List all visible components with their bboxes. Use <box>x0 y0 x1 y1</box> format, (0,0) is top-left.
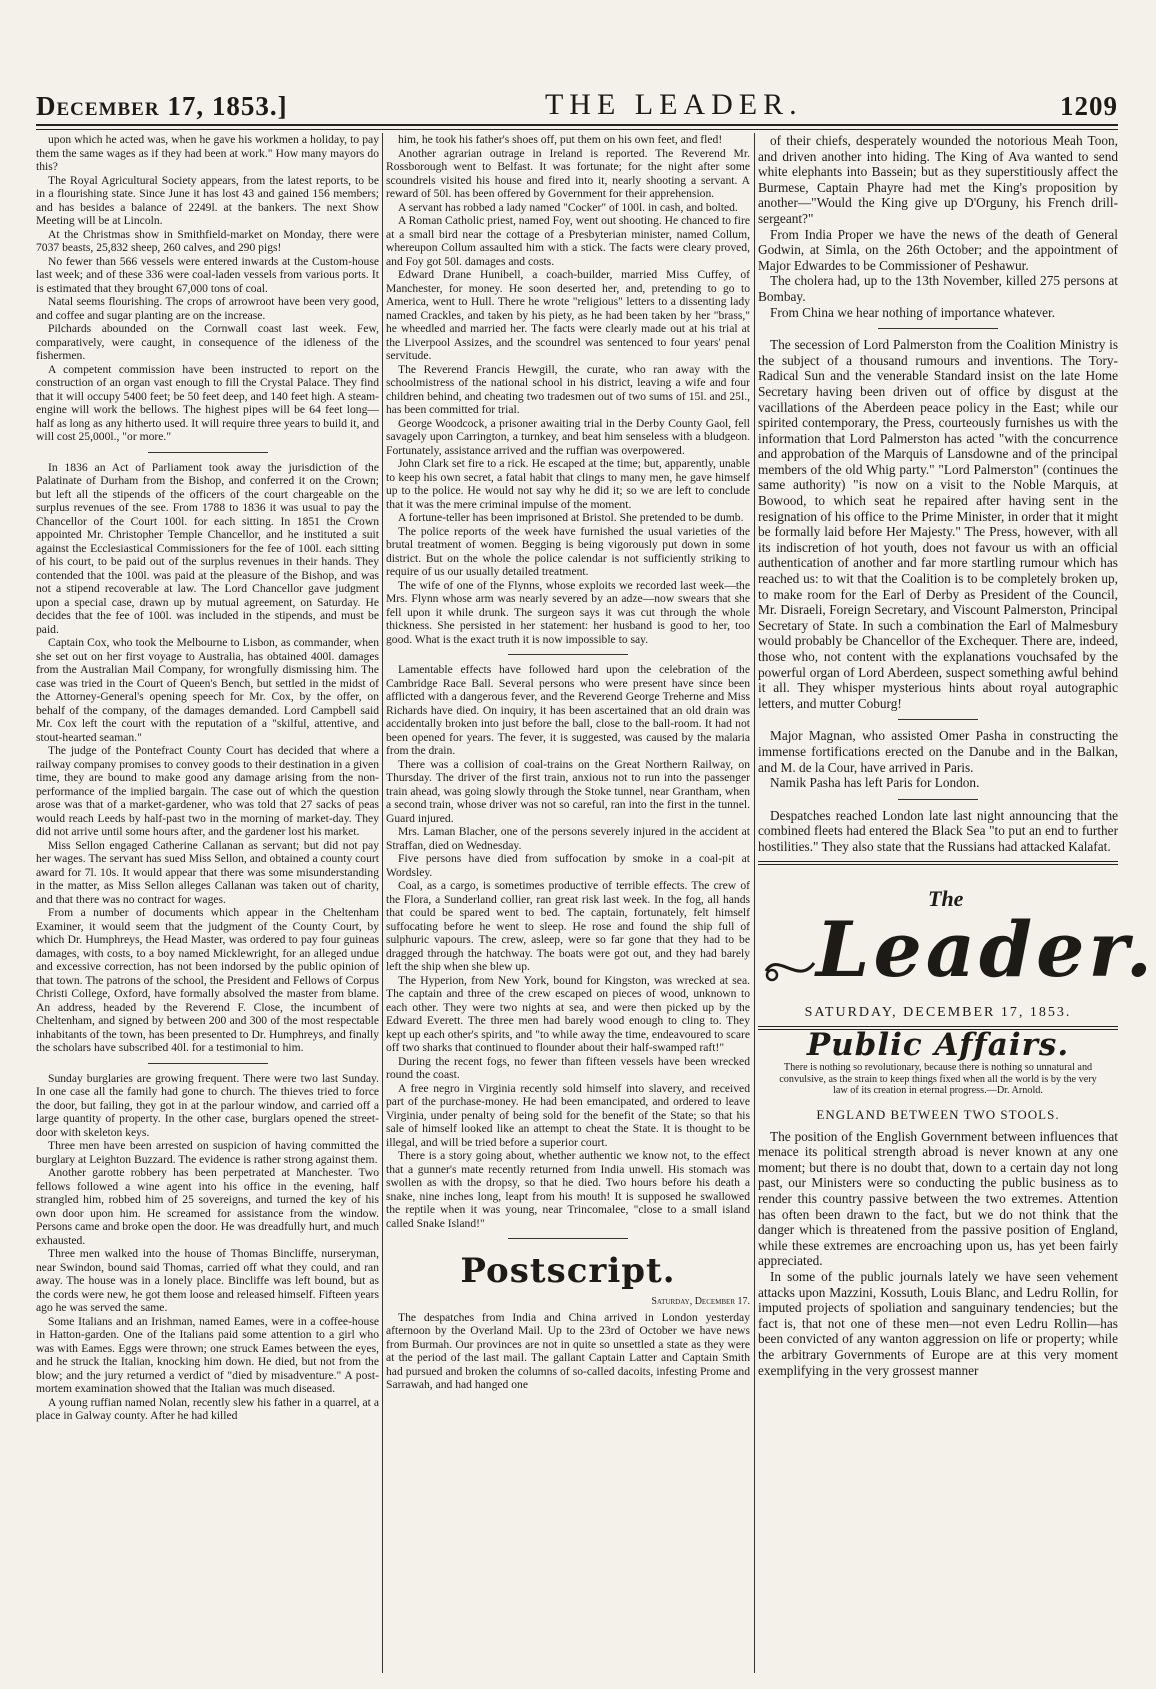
section-separator <box>878 328 998 329</box>
paragraph: Sunday burglaries are growing frequent. There were two last Sunday. In one case all the family had gone to church. The thieves tried to force the door, but failing, they got in at the parlour window, and carried off a large quantity of property. In the other case, burglars opened the street-door with skeleton keys. <box>36 1071 379 1139</box>
article-title: ENGLAND BETWEEN TWO STOOLS. <box>816 1107 1060 1123</box>
paragraph: Three men have been arrested on suspicion of having committed the burglary at Leighton Buzzard. The evidence is rather strong against them. <box>36 1139 379 1166</box>
paragraph: A fortune-teller has been imprisoned at Bristol. She pretended to be dumb. <box>398 511 744 524</box>
section-separator <box>148 1063 268 1064</box>
section-separator <box>898 719 978 720</box>
paragraph: A servant has robbed a lady named "Cocker" of 100l. in cash, and bolted. <box>398 200 738 214</box>
paragraph: The secession of Lord Palmerston from the Coalition Ministry is the subject of a thousand rumours and inventions. The Tory-Radical Sun and the venerable Standard insist on the late Home Secretary having been driven out of office by disgust at the vacillations of the Aberdeen peace policy in the East; while our spirited contemporary, the Press, courteously furnishes us with the information that Lord Palmerston has acted "with the concurrence and approbation of the Marquis of Lansdowne and of the principal members of the old Whig party." "Lord Palmerston" (continues the same authority) "is now on a visit to the Noble Marquis, at Bowood, to which seat he repaired after having sent in the resignation of his office to the Prime Minister, in order that it might be formally laid before Her Majesty." The Press, however, with all its indiscretion of hot youth, does not favour us with an official authentication of another and far more startling rumour which has reached us: to wit that the Coalition is to be completely broken up, to make room for the Earl of Derby as President of the Council, Mr. Disraeli, Foreign Secretary, and Viscount Palmerston, Principal Secretary of State. In such a combination the Earl of Malmesbury would probably be Chancellor of the Exchequer. There are, indeed, those who, not content with the explanations vouchsafed by the powerful organ of Lord Aberdeen, suspect something awful behind it all. They whisper mysterious hints about royal autographic letters, and mutter Coburg! <box>758 337 1118 711</box>
paragraph: The Hyperion, from New York, bound for Kingston, was wrecked at sea. The captain and three of the crew escaped on pieces of wood, unknown to each other. They were two nights at sea, and were then picked up by the Edward Everett. The three men had barely wood enough to cling to. They kept up each other's spirits, and "to while away the time, endeavoured to scare off two sharks that continued to flounder about their half-swamped raft!" <box>386 973 750 1054</box>
paragraph: A young ruffian named Nolan, recently slew his father in a quarrel, at a place in Galway county. After he had killed <box>36 1395 379 1422</box>
postscript-dateline: Saturday, December 17. <box>651 1296 750 1307</box>
paragraph: Another garotte robbery has been perpetrated at Manchester. Two fellows followed a wine agent into his office in the evening, half strangled him, robbed him of 25 sovereigns, and turned the key of his own door upon him. He screamed for assistance from the window. Persons came and broke open the door. He was dreadfully hurt, and much exhausted. <box>36 1166 379 1247</box>
paragraph: There was a collision of coal-trains on the Great Northern Railway, on Thursday. The driver of the first train, anxious not to run into the passenger train ahead, was going slowly through the Stoke tunnel, near Grantham, when a second train, whose driver was not so careful, ran into the first in the tunnel. Guard injured. <box>386 757 750 825</box>
logo-the: The <box>928 885 964 911</box>
paragraph: From China we hear nothing of importance whatever. <box>770 304 1056 320</box>
column-1 <box>36 133 379 1673</box>
paragraph: Edward Drane Hunibell, a coach-builder, married Miss Cuffey, of Manchester, for money. He soon deserted her, and, pretending to go to America, went to Hull. There he wrote "religious" letters to a dissenting lady named Crackles, and taken by his piety, as he had been taken by her "brass," he wheedled and married her. The facts were clearly made out at his trial at the Liverpool Assizes, and the scoundrel was sentenced to four years' penal servitude. <box>386 268 750 362</box>
issue-dateline: SATURDAY, DECEMBER 17, 1853. <box>804 1004 1072 1020</box>
paragraph: From a number of documents which appear in the Cheltenham Examiner, it would seem that the judgment of the County Court, by which Dr. Humphreys, the Head Master, was ordered to pay four guineas damages, with costs, to a boy named Micklewright, for an alleged undue and excessive correction, has not been indorsed by the public opinion of that town. The patrons of the school, the President and Fellows of Corpus Christi College, Oxford, have formally absolved the master from blame. An address, headed by the Reverend F. Close, the incumbent of Cheltenham, and signed by between 200 and 300 of the most respectable inhabitants of the town, has been presented to Dr. Humphreys, and finally the scholars have subscribed 40l. for a testimonial to him. <box>36 906 379 1054</box>
paragraph: No fewer than 566 vessels were entered inwards at the Custom-house last week; and of these 336 were coal-laden vessels from various ports. It is estimated that they brought 67,000 tons of coal. <box>36 254 379 295</box>
paragraph: A free negro in Virginia recently sold himself into slavery, and received part of the purchase-money. He had been emancipated, and ordered to leave Virginia, under penalty of being sold for the benefit of the State; so that his sale of himself looked like an attempt to cheat the State. It is thought to be illegal, and will be tried before a superior court. <box>386 1081 750 1149</box>
postscript-heading: Postscript. <box>460 1251 676 1291</box>
paragraph: Some Italians and an Irishman, named Eames, were in a coffee-house in Hatton-garden. One of the Italians paid some attention to a girl who was with Eames. Eggs were thrown; one struck Eames between the eyes, and he struck the Italian, knocking him down. He died, but not from the blow; and the jury returned a verdict of "died by misadventure." A post-mortem examination showed that the Italian was much diseased. <box>36 1314 379 1395</box>
paragraph: him, he took his father's shoes off, put them on his own feet, and fled! <box>398 133 723 146</box>
masthead <box>36 76 1118 122</box>
section-separator <box>508 654 628 655</box>
paragraph: There is a story going about, whether authentic we know not, to the effect that a gunner's mate recently returned from India unwell. His stomach was swollen as with the dropsy, so that he died. Two hours before his death a snake, nine inches long, leapt from his mouth! It is supposed he swallowed the reptile when it was young, near Trincomalee, "close to a small island called Snake Island!" <box>386 1149 750 1230</box>
paragraph: From India Proper we have the news of the death of General Godwin, at Simla, on the 26th October; and the appointment of Major Edwardes to be Commissioner of Peshawur. <box>758 226 1118 273</box>
paragraph: The judge of the Pontefract County Court has decided that where a railway company promises to convey goods to their destination in a given time, they are bound to make good any damage arising from the non-performance of the implied bargain. The case out of which the question arose was that of a market-gardener, who was told that 27 sacks of peas would reach Leeds by half-past two in the morning of market-day. They did not arrive until some hours after, and the gardener lost his market. <box>36 744 379 838</box>
masthead-rule-thick <box>36 124 1118 126</box>
paragraph: upon which he acted was, when he gave his workmen a holiday, to pay them the same wages as if they had been at work." How many mayors do this? <box>36 133 379 173</box>
paragraph: The position of the English Government between influences that menace its political strength abroad is never known at any one moment; but there is no doubt that, down to a certain day not long past, our Ministers were so conducting the public business as to render this country passive between the two extremes. Attention has often been drawn to the fact, but we do not think that the danger which is threatened from the passive position of England, while these extremes are encroaching upon us, has yet been fairly appreciated. <box>758 1128 1118 1269</box>
epigraph: There is nothing so revolutionary, because there is nothing so unnatural and convulsive, as the strain to keep things fixed when all the world is by the very law of its creation in eternal progress.—Dr. Arnold. <box>779 1061 1097 1097</box>
paragraph: In 1836 an Act of Parliament took away the jurisdiction of the Palatinate of Durham from the Bishop, and conferred it on the Crown; but left all the stipends of the officers of the court chargeable on the surplus revenues of the see. From 1788 to 1836 it was usual to pay the Chancellor of the Court 100l. for each sitting. In 1851 the Crown appointed Mr. Christopher Temple Chancellor, and he instituted a suit against the Ecclesiastical Commissioners for the fee of 100l. each sitting of his court, to be paid out of the surplus revenues in their hands. They contended that the 100l. was paid at the pleasure of the Bishop, and was not a stipend recoverable at law. The Lord Chancellor gave judgment upon a special case, drawn up by mutual agreement, on Saturday. He decides that the fee of 100l. was included in the stipends, and must be paid. <box>36 460 379 636</box>
column-2 <box>386 133 750 1673</box>
column-divider-2 <box>754 133 755 1673</box>
paragraph: The Royal Agricultural Society appears, from the latest reports, to be in a flourishing state. Since June it has lost 43 and gained 156 members; and has besides a balance of 2249l. at the bankers. The next Show Meeting will be at Lincoln. <box>36 173 379 227</box>
paragraph: A Roman Catholic priest, named Foy, went out shooting. He chanced to fire at a small bird near the cottage of a Presbyterian minister, named Collum, whereupon Collum assaulted him with a stick. The facts were cleary proved, and Foy got 50l. damages and costs. <box>386 214 750 268</box>
paragraph: Lamentable effects have followed hard upon the celebration of the Cambridge Race Ball. Several persons who were present have since been afflicted with a dangerous fever, and the Reverend George Treherne and Miss Richards have died. On inquiry, it has been ascertained that an old drain was accidentally broken into just before the ball, close to the ball-room. It had not been opened for years. The fever, it is suggested, was caused by the malaria from the drain. <box>386 663 750 757</box>
paragraph: John Clark set fire to a rick. He escaped at the time; but, apparently, unable to keep his own secret, a fatal habit that clings to many men, he gave himself up to the police. He would not say why he did it; so we are left to conclude that it was the mere criminal impulse of the moment. <box>386 457 750 511</box>
double-rule <box>758 861 1118 865</box>
issue-date: December 17, 1853.] <box>36 91 288 121</box>
page-number: 1209 <box>1059 91 1118 121</box>
paragraph: The Reverend Francis Hewgill, the curate, who ran away with the schoolmistress of the national school in his district, leaving a wife and four children behind, and cheating two tradesmen out of two sums of 15l. and 25l., has been committed for trial. <box>386 362 750 416</box>
newspaper-title: THE LEADER. <box>544 88 803 121</box>
paragraph: Another agrarian outrage in Ireland is reported. The Reverend Mr. Rossborough went to Belfast. It was fortunate; for the night after some scoundrels visited his house and fired into it, nearly shooting a servant. A reward of 50l. has been offered by Government for their apprehension. <box>386 146 750 200</box>
paragraph: Pilchards abounded on the Cornwall coast last week. Few, comparatively, were caught, in consequence of the idleness of the fishermen. <box>36 322 379 362</box>
paragraph: Major Magnan, who assisted Omer Pasha in constructing the immense fortifications erected on the Danube and in the Balkan, and M. de la Cour, have arrived in Paris. <box>758 728 1118 775</box>
logo-leader: Leader. <box>816 904 1156 994</box>
paragraph: The cholera had, up to the 13th November, killed 275 persons at Bombay. <box>758 273 1118 304</box>
column-divider-1 <box>382 133 383 1673</box>
paragraph: During the recent fogs, no fewer than fifteen vessels have been wrecked round the coast. <box>386 1054 750 1081</box>
section-separator <box>898 799 978 800</box>
paragraph: The despatches from India and China arrived in London yesterday afternoon by the Overland Mail. Up to the 23rd of October we have news from Burmah. Our provinces are not in quite so unsettled a state as they were at the period of the last mail. The gallant Captain Latter and Captain Smith had pursued and broken the columns of so-called dacoits, infesting Prome and Sarrawah, and had hanged one <box>386 1310 750 1391</box>
paragraph: At the Christmas show in Smithfield-market on Monday, there were 7037 beasts, 25,832 sheep, 260 calves, and 290 pigs! <box>36 227 379 254</box>
paragraph: The wife of one of the Flynns, whose exploits we recorded last week—the Mrs. Flynn whose arm was nearly severed by an adze—now swears that she fell upon it while drunk. The surgeon says it was cut through the whole thickness. She persisted in her statement: her husband is good to her, too good. What is the exact truth it is now impossible to say. <box>386 578 750 646</box>
paragraph: The police reports of the week have furnished the usual varieties of the brutal treatment of women. Begging is being vigorously put down in some district. But on the whole the police calendar is not sufficiently striking to require of us our usually detailed treatment. <box>386 524 750 578</box>
paragraph: Five persons have died from suffocation by smoke in a coal-pit at Wordsley. <box>386 852 750 879</box>
leader-logo <box>758 885 1156 1001</box>
paragraph: Three men walked into the house of Thomas Bincliffe, nurseryman, near Swindon, bound said Thomas, carried off what they could, and ran away. The house was in a lonely place. Bincliffe was left bound, but as the cords were new, he got them loose and released himself. Fifteen years ago he was served the same. <box>36 1247 379 1314</box>
paragraph: Natal seems flourishing. The crops of arrowroot have been very good, and coffee and sugar planting are on the increase. <box>36 295 379 322</box>
paragraph: Captain Cox, who took the Melbourne to Lisbon, as commander, when she set out on her first voyage to Australia, has obtained 400l. damages from the Australian Mail Company, for wrongfully dismissing him. The case was tried in the Court of Queen's Bench, but settled in the midst of the Attorney-General's opening speech for Mr. Cox, by the offer, on behalf of the company, of the damages demanded. Lord Campbell said Mr. Cox left the court with the reputation of a "skilful, attentive, and stout-hearted seaman." <box>36 636 379 744</box>
paragraph: In some of the public journals lately we have seen vehement attacks upon Mazzini, Kossuth, Louis Blanc, and Ledru Rollin, for imputed projects of spoliation and sanguinary tendencies; but the fact is, that not one of these men—not even Ledru Rollin—has been convicted of any wanton aggression on life or property; while the arbitrary Governments of Europe are at this very moment exemplifying in the very grossest manner <box>758 1269 1118 1378</box>
paragraph: Coal, as a cargo, is sometimes productive of terrible effects. The crew of the Flora, a Sunderland collier, ran great risk last week. In the fog, all hands that could be spared went to bed. The captain, fortunately, felt himself suffocating before he went to sleep. He rose and found the ship full of sulphuric vapours. The crew, asleep, were so far gone that they had to be dragged through the hatchway. The boats were got out, and they had barely left the ship when she blew up. <box>386 879 750 973</box>
paragraph: George Woodcock, a prisoner awaiting trial in the Derby County Gaol, fell savagely upon Carrington, a turnkey, and beat him senseless with a bludgeon. Fortunately, assistance arrived and the ruffian was overpowered. <box>386 416 750 457</box>
section-title-public-affairs: Public Affairs. <box>806 1027 1070 1064</box>
column-3 <box>758 133 1156 1673</box>
masthead-rule-thin <box>36 129 1118 130</box>
paragraph: Namik Pasha has left Paris for London. <box>770 775 980 791</box>
paragraph: of their chiefs, desperately wounded the notorious Meah Toon, and driven another into hiding. The King of Ava wanted to send white elephants into Bassein; but as they superstitiously affect the Burmese, Captain Phayre had met the King's proposition by another—"Would the King give up D'Orguny, his French drill-sergeant?" <box>758 133 1118 226</box>
section-separator <box>148 452 268 453</box>
paragraph: Despatches reached London late last night announcing that the combined fleets had entered the Black Sea "to put an end to further hostilities." They also state that the Russians had attacked Kalafat. <box>758 807 1118 854</box>
paragraph: Mrs. Laman Blacher, one of the persons severely injured in the accident at Straffan, died on Wednesday. <box>386 825 750 852</box>
section-separator <box>508 1238 628 1239</box>
paragraph: Miss Sellon engaged Catherine Callanan as servant; but did not pay her wages. The servant has sued Miss Sellon, and obtained a county court award for 7l. 10s. It would appear that there was some misunderstanding in the matter, as Miss Sellon alleges Callanan was taken out of charity, and that there was no contract for wages. <box>36 838 379 906</box>
paragraph: A competent commission have been instructed to report on the construction of an organ vast enough to fill the Crystal Palace. They find that it will occupy 5400 feet; be 50 feet deep, and 140 feet high. A steam-engine will work the bellows. The highest pipes will be 64 feet long—half as long as any hitherto used. It will require three years to build it, and will cost 25,000l., "or more." <box>36 362 379 443</box>
